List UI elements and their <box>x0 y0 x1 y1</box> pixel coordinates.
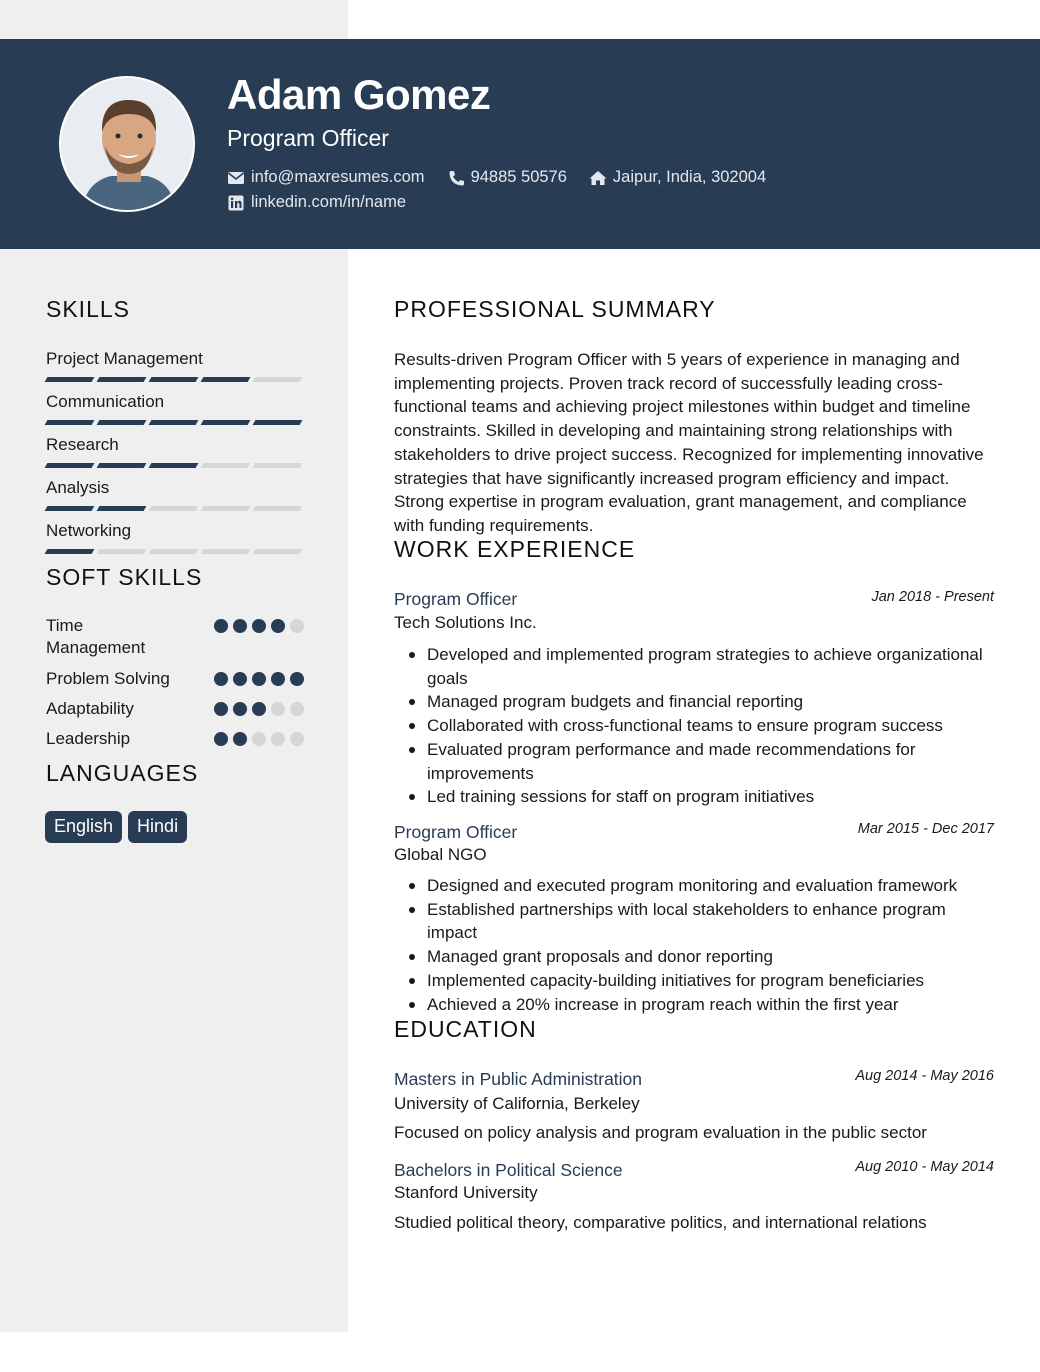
education-description: Studied political theory, comparative politics, and international relations <box>394 1213 927 1232</box>
skill-level-segment <box>149 506 199 511</box>
skill-level-segment <box>97 420 147 425</box>
email-text: info@maxresumes.com <box>251 168 425 186</box>
skill-level-segment <box>149 420 199 425</box>
education-description: Focused on policy analysis and program evaluation in the public sector <box>394 1123 927 1142</box>
education-date: Aug 2010 - May 2014 <box>855 1159 994 1175</box>
soft-skill-dot <box>290 619 304 633</box>
job-title: Program Officer <box>394 589 518 609</box>
phone-icon <box>447 170 465 186</box>
contact-email[interactable] <box>227 168 425 187</box>
soft-skill-dot <box>233 619 247 633</box>
skill-level-segment <box>149 549 199 554</box>
skill-name: Research <box>46 435 119 454</box>
soft-skill-dot <box>233 732 247 746</box>
skill-name: Project Management <box>46 349 203 368</box>
skill-level-segment <box>201 506 251 511</box>
school-name: University of California, Berkeley <box>394 1094 640 1113</box>
linkedin-text: linkedin.com/in/name <box>251 193 406 211</box>
skill-level-segment <box>253 463 303 468</box>
skill-level-segment <box>45 549 95 554</box>
soft-skill-dot <box>290 732 304 746</box>
skill-level-segment <box>253 420 303 425</box>
soft-skill-dot <box>271 702 285 716</box>
soft-skill-dot <box>271 672 285 686</box>
list-item: Managed grant proposals and donor reporting <box>406 945 996 969</box>
language-badge: English <box>45 811 122 843</box>
skill-level-bars <box>46 549 301 554</box>
skill-level-segment <box>201 463 251 468</box>
skill-level-segment <box>253 506 303 511</box>
skill-level-bars <box>46 377 301 382</box>
skill-level-segment <box>253 549 303 554</box>
soft-skill-dots <box>214 732 304 746</box>
languages-list <box>45 811 187 843</box>
skill-level-segment <box>149 377 199 382</box>
language-badge: Hindi <box>128 811 187 843</box>
skill-level-segment <box>97 463 147 468</box>
soft-skill-dot <box>214 702 228 716</box>
school-name: Stanford University <box>394 1183 538 1202</box>
soft-skill-dot <box>290 672 304 686</box>
list-item: Managed program budgets and financial reporting <box>406 690 996 714</box>
soft-skill-dot <box>252 732 266 746</box>
location-text: Jaipur, India, 302004 <box>612 168 767 186</box>
soft-skill-dots <box>214 619 304 633</box>
soft-skills-heading: SOFT SKILLS <box>46 564 203 590</box>
contact-location <box>589 168 766 187</box>
contact-row-2 <box>227 193 406 212</box>
skill-level-bars <box>46 506 301 511</box>
job-bullets <box>406 643 996 809</box>
skill-level-segment <box>253 377 303 382</box>
skill-level-segment <box>45 377 95 382</box>
job-organization: Global NGO <box>394 845 487 864</box>
list-item: Led training sessions for staff on program initiatives <box>406 785 996 809</box>
education-heading: EDUCATION <box>394 1016 537 1042</box>
skill-level-segment <box>45 420 95 425</box>
skill-level-segment <box>45 463 95 468</box>
job-date: Jan 2018 - Present <box>871 589 994 605</box>
job-bullets <box>406 874 996 1016</box>
contact-linkedin[interactable] <box>227 193 406 212</box>
languages-heading: LANGUAGES <box>46 760 199 786</box>
soft-skill-name: Problem Solving <box>46 669 170 688</box>
candidate-title: Program Officer <box>227 125 389 151</box>
skill-name: Networking <box>46 521 132 540</box>
soft-skill-dot <box>214 672 228 686</box>
soft-skill-dot <box>233 702 247 716</box>
phone-text: 94885 50576 <box>470 168 567 186</box>
soft-skill-dots <box>214 672 304 686</box>
skill-level-segment <box>97 549 147 554</box>
skill-level-segment <box>45 506 95 511</box>
contact-phone[interactable] <box>447 168 567 187</box>
summary-text: Results-driven Program Officer with 5 years of experience in managing and implementing projects. Proven track record of successfully leading cross-functional teams and achieving project milestones within budget and timeline constraints. Skilled in developing and maintaining strong relationships with stakeholders to drive project success. Recognized for implementing innovative strategies that have significantly increased program efficiency and impact. Strong expertise in program evaluation, grant management, and compliance with funding requirements. <box>394 350 984 535</box>
soft-skill-dot <box>271 732 285 746</box>
soft-skill-dot <box>233 672 247 686</box>
skill-level-bars <box>46 463 301 468</box>
soft-skill-dot <box>252 619 266 633</box>
skill-level-segment <box>97 377 147 382</box>
soft-skill-dots <box>214 702 304 716</box>
avatar <box>59 76 195 212</box>
soft-skill-name: Leadership <box>46 729 131 748</box>
list-item: Implemented capacity-building initiatives for program beneficiaries <box>406 969 996 993</box>
list-item: Established partnerships with local stakeholders to enhance program impact <box>406 898 996 945</box>
education-date: Aug 2014 - May 2016 <box>855 1068 994 1084</box>
experience-heading: WORK EXPERIENCE <box>394 536 636 562</box>
skill-level-segment <box>201 420 251 425</box>
soft-skill-dot <box>290 702 304 716</box>
list-item: Designed and executed program monitoring and evaluation framework <box>406 874 996 898</box>
resume-header <box>0 39 1040 249</box>
soft-skill-dot <box>214 732 228 746</box>
list-item: Developed and implemented program strategies to achieve organizational goals <box>406 643 996 690</box>
soft-skill-dot <box>252 672 266 686</box>
summary-heading: PROFESSIONAL SUMMARY <box>394 296 716 322</box>
list-item: Evaluated program performance and made recommendations for improvements <box>406 738 996 785</box>
envelope-icon <box>227 170 245 186</box>
skill-level-bars <box>46 420 301 425</box>
soft-skill-dot <box>271 619 285 633</box>
job-date: Mar 2015 - Dec 2017 <box>857 821 994 837</box>
skill-name: Communication <box>46 392 165 411</box>
skill-name: Analysis <box>46 478 110 497</box>
soft-skill-name: Time Management <box>46 616 146 657</box>
degree-title: Masters in Public Administration <box>394 1069 643 1089</box>
soft-skill-dot <box>252 702 266 716</box>
linkedin-icon <box>227 195 245 211</box>
list-item: Achieved a 20% increase in program reach within the first year <box>406 993 996 1017</box>
soft-skill-name: Adaptability <box>46 699 134 718</box>
skill-level-segment <box>149 463 199 468</box>
list-item: Collaborated with cross-functional teams to ensure program success <box>406 714 996 738</box>
job-title: Program Officer <box>394 822 518 842</box>
soft-skill-dot <box>214 619 228 633</box>
home-icon <box>589 170 607 186</box>
degree-title: Bachelors in Political Science <box>394 1160 623 1180</box>
skill-level-segment <box>97 506 147 511</box>
skill-level-segment <box>201 549 251 554</box>
contact-row <box>227 168 766 187</box>
skills-heading: SKILLS <box>46 296 130 322</box>
job-organization: Tech Solutions Inc. <box>394 613 537 632</box>
skill-level-segment <box>201 377 251 382</box>
candidate-name: Adam Gomez <box>227 71 491 118</box>
